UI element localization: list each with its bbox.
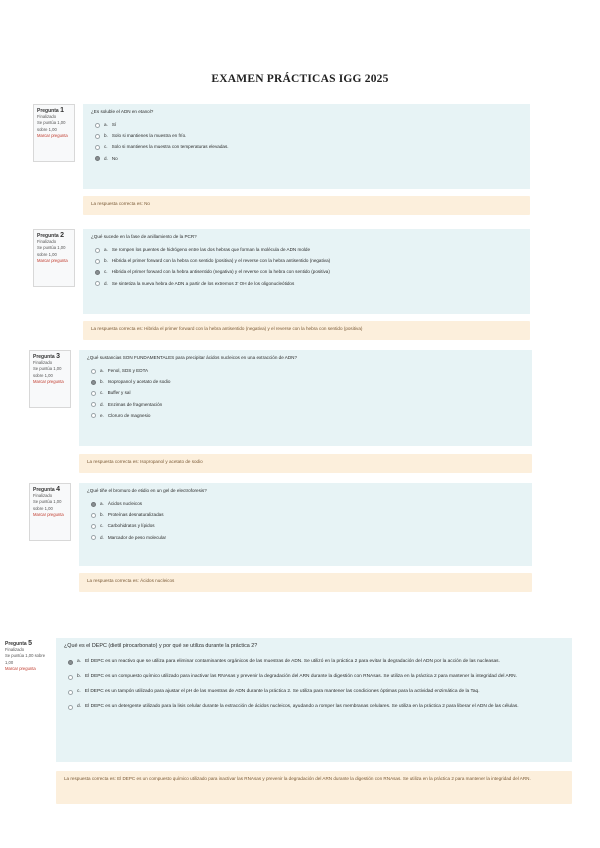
question-info <box>29 350 71 408</box>
answer-option-c[interactable]: c. Buffer y sal <box>87 390 524 396</box>
answer-option-c[interactable]: c. Carbohidratos y lípidos <box>87 523 524 529</box>
question-3 <box>29 350 532 474</box>
question-score: Se puntúa 1,00 sobre 1,00 <box>33 499 62 511</box>
question-status: Finalizado <box>37 114 57 120</box>
correct-answer-feedback: La respuesta correcta es: Ácidos nucleicos <box>79 573 532 592</box>
radio-button[interactable] <box>91 369 96 374</box>
answer-option-d[interactable]: d. No <box>91 156 522 162</box>
answer-option-d[interactable]: d. Marcador de peso molecular <box>87 535 524 541</box>
radio-button[interactable] <box>91 402 96 407</box>
flag-question-link[interactable]: Marcar pregunta <box>37 257 68 263</box>
radio-button[interactable] <box>68 705 73 710</box>
question-score: Se puntúa 1,00 sobre 1,00 <box>37 245 66 257</box>
radio-button[interactable] <box>95 281 100 286</box>
radio-button[interactable] <box>95 259 100 264</box>
radio-button-checked[interactable] <box>91 380 96 385</box>
question-status: Finalizado <box>5 647 25 653</box>
question-status: Finalizado <box>37 239 57 245</box>
answer-option-c[interactable]: c. El DEPC es un tampón utilizado para ajustar el pH de las muestras de ADN durante la práctica 2. Se utiliza para mantener las condiciones óptimas para la actividad enzimática de la Taq. <box>64 689 564 695</box>
answer-option-b[interactable]: b. Isopropanol y acetato de sodio <box>87 379 524 385</box>
question-label: Pregunta <box>37 233 59 239</box>
radio-button[interactable] <box>95 248 100 253</box>
question-info <box>29 483 71 541</box>
answer-option-d[interactable]: d. El DEPC es un detergente utilizado para la lisis celular durante la extracción de ácidos nucleicos, ayudando a romper las membranas celulares. Se utiliza en la práctica 2 para liberar el ADN de las células. <box>64 704 564 710</box>
answer-option-d[interactable]: d. Enzimas de fragmentación <box>87 402 524 408</box>
question-number: 5 <box>28 640 32 647</box>
answer-option-b[interactable]: b. El DEPC es un compuesto químico utilizado para inactivar las RNAsas y prevenir la degradación del ARN durante la digestión con RNAsas. Se utiliza en la práctica 2 para mantener la integridad del ARN. <box>64 674 564 680</box>
flag-question-link[interactable]: Marcar pregunta <box>33 378 64 384</box>
question-content <box>83 104 530 189</box>
question-number: 2 <box>60 232 64 239</box>
question-score: Se puntúa 1,00 sobre 1,00 <box>37 120 66 132</box>
answer-option-c[interactable]: c. Solo si mantienes la muestra con temperaturas elevadas. <box>91 144 522 150</box>
answer-option-a[interactable]: a. Sí <box>91 122 522 128</box>
question-text: ¿Qué es el DEPC (dietil pirocarbonato) y por qué se utiliza durante la práctica 2? <box>64 643 258 649</box>
question-content <box>56 638 572 762</box>
question-text: ¿Qué sucede en la fase de anillamiento de la PCR? <box>91 234 197 239</box>
question-1 <box>33 104 530 216</box>
flag-question-link[interactable]: Marcar pregunta <box>37 132 68 138</box>
question-info <box>33 229 75 287</box>
correct-answer-feedback: La respuesta correcta es: Isopropanol y acetato de sodio <box>79 454 532 473</box>
answer-option-b[interactable]: b. Solo si mantienes la muestra en frío. <box>91 133 522 139</box>
question-content <box>83 229 530 314</box>
flag-question-link[interactable]: Marcar pregunta <box>33 511 64 517</box>
question-content <box>79 483 532 566</box>
radio-button[interactable] <box>91 513 96 518</box>
question-text: ¿Qué sustancias SON FUNDAMENTALES para precipitar ácidos nucleicos en una extracción de ADN? <box>87 355 298 360</box>
question-number: 1 <box>60 107 64 114</box>
radio-button[interactable] <box>68 675 73 680</box>
question-label: Pregunta <box>33 354 55 360</box>
document-title: EXAMEN PRÁCTICAS IGG 2025 <box>211 73 389 85</box>
question-label: Pregunta <box>33 487 55 493</box>
question-score: Se puntúa 1,00 sobre 1,00 <box>5 653 46 665</box>
question-text: ¿Qué tiñe el bromuro de etidio en un gel de electroforesis? <box>87 488 207 493</box>
answer-option-b[interactable]: b. Hibrida el primer forward con la hebra con sentido (positiva) y el reverse con la hebra antisentido (negativa) <box>91 258 522 264</box>
answer-option-b[interactable]: b. Proteínas desnaturalizadas <box>87 512 524 518</box>
correct-answer-feedback: La respuesta correcta es: El DEPC es un compuesto químico utilizado para inactivar las RNAsas y prevenir la degradación del ARN durante la digestión con RNAsas. Se utiliza en la práctica 2 para mantener la integridad del ARN. <box>56 771 572 804</box>
answer-option-c[interactable]: c. Hibrida el primer forward con la hebra antisentido (negativa) y el reverse con la hebra con sentido (positiva) <box>91 269 522 275</box>
question-info <box>2 638 50 698</box>
question-score: Se puntúa 1,00 sobre 1,00 <box>33 366 62 378</box>
question-status: Finalizado <box>33 493 53 499</box>
flag-question-link[interactable]: Marcar pregunta <box>5 665 36 671</box>
answer-option-a[interactable]: a. El DEPC es un reactivo que se utiliza para eliminar contaminantes orgánicos de las muestras de ADN. Se utilizó en la práctica 2 para evitar la degradación del ADN por la acción de las nucleasas. <box>64 659 564 665</box>
question-number: 3 <box>56 353 60 360</box>
question-content <box>79 350 532 446</box>
answer-option-a[interactable]: a. Ácidos nucleicos <box>87 501 524 507</box>
radio-button-checked[interactable] <box>91 502 96 507</box>
answer-option-a[interactable]: a. Fenol, SDS y EDTA <box>87 368 524 374</box>
radio-button[interactable] <box>91 413 96 418</box>
radio-button-checked[interactable] <box>68 660 73 665</box>
radio-button[interactable] <box>91 391 96 396</box>
question-number: 4 <box>56 486 60 493</box>
radio-button[interactable] <box>95 145 100 150</box>
question-4 <box>29 483 532 595</box>
question-2 <box>33 229 530 341</box>
correct-answer-feedback: La respuesta correcta es: No <box>83 196 530 215</box>
radio-button[interactable] <box>95 123 100 128</box>
radio-button[interactable] <box>95 134 100 139</box>
question-info <box>33 104 75 162</box>
radio-button-checked[interactable] <box>95 156 100 161</box>
question-label: Pregunta <box>5 641 27 647</box>
correct-answer-feedback: La respuesta correcta es: Hibrida el primer forward con la hebra antisentido (negativa) y el reverse con la hebra con sentido (positiva) <box>83 321 530 340</box>
radio-button[interactable] <box>91 524 96 529</box>
radio-button[interactable] <box>68 690 73 695</box>
question-label: Pregunta <box>37 108 59 114</box>
answer-option-a[interactable]: a. Se rompen los puentes de hidrógeno entre las dos hebras que forman la molécula de ADN molde <box>91 247 522 253</box>
question-status: Finalizado <box>33 360 53 366</box>
radio-button[interactable] <box>91 535 96 540</box>
answer-option-d[interactable]: d. Se sintetiza la nueva hebra de ADN a partir de los extremos 3' OH de los oligonucleótidos <box>91 281 522 287</box>
question-5 <box>2 638 572 806</box>
answer-option-e[interactable]: e. Cloruro de magnesio <box>87 413 524 419</box>
question-text: ¿Es soluble el ADN en etanol? <box>91 109 154 114</box>
radio-button-checked[interactable] <box>95 270 100 275</box>
